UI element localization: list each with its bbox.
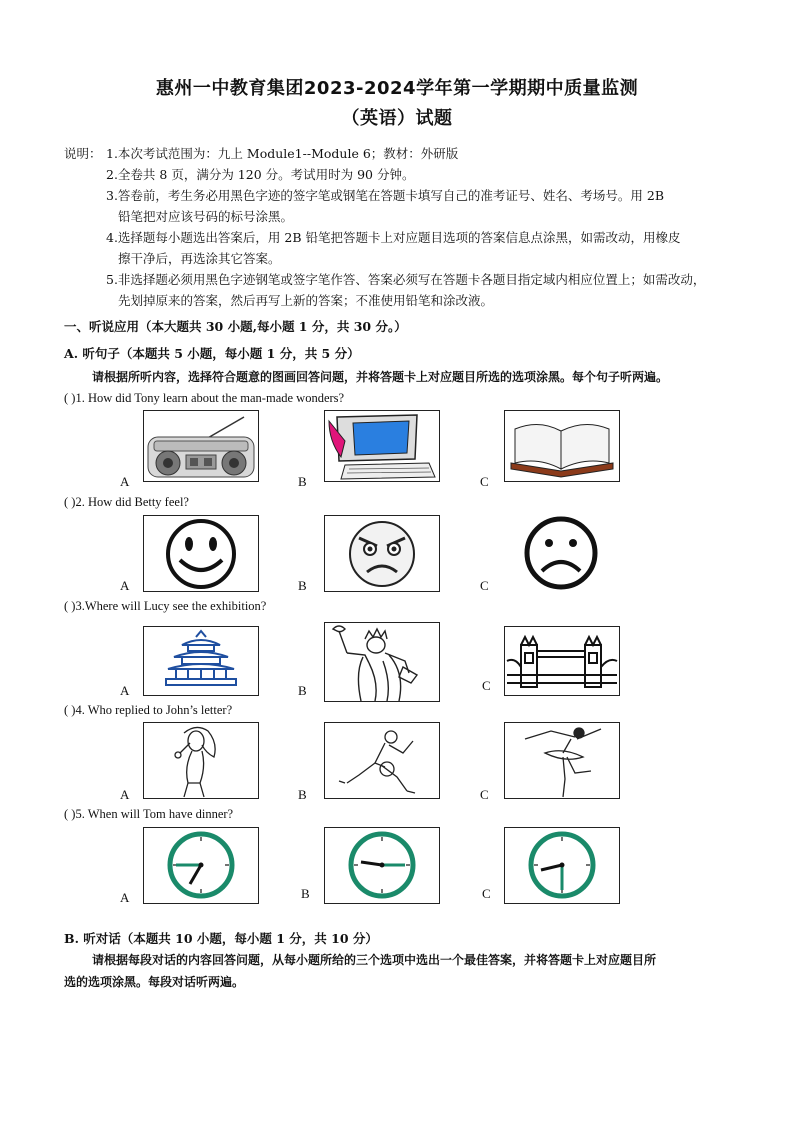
part-a-direction: 请根据所听内容，选择符合题意的图画回答问题，并将答题卡上对应题目所选的选项涂黑。每个句子听两遍。	[92, 370, 669, 384]
page-title: 惠州一中教育集团2023-2024学年第一学期期中质量监测	[155, 78, 639, 99]
option-a-label: A	[120, 683, 130, 698]
ballet-dancer-image	[504, 722, 620, 799]
statue-of-liberty-image	[324, 622, 440, 702]
computer-image	[324, 410, 440, 482]
option-c-label: C	[480, 474, 489, 489]
option-b-label: B	[298, 683, 307, 698]
instruction-line: 铅笔把对应该号码的标号涂黑。	[118, 209, 294, 224]
section-heading: 一、听说应用（本大题共 30 小题,每小题 1 分，共 30 分。）	[64, 319, 407, 334]
happy-face-image	[143, 515, 259, 592]
question-4: ( )4. Who replied to John’s letter?	[64, 703, 233, 717]
option-a-label: A	[120, 578, 130, 593]
part-a-heading: A. 听句子（本题共 5 小题，每小题 1 分，共 5 分）	[64, 346, 360, 361]
option-a-label: A	[120, 474, 130, 489]
question-1: ( )1. How did Tony learn about the man-made wonders?	[64, 391, 345, 405]
temple-of-heaven-image	[143, 626, 259, 696]
option-a-label: A	[120, 890, 130, 905]
radio-cassette-image	[143, 410, 259, 482]
question-3: ( )3.Where will Lucy see the exhibition?	[64, 599, 267, 613]
option-c-label: C	[482, 886, 491, 901]
instructions-label: 说明：	[64, 146, 102, 161]
instruction-line: 2.全卷共 8 页，满分为 120 分。考试用时为 90 分钟。	[106, 167, 415, 182]
option-b-label: B	[298, 787, 307, 802]
part-b-direction: 选的选项涂黑。每段对话听两遍。	[64, 975, 245, 989]
instruction-line: 3.答卷前，考生务必用黑色字迹的签字笔或钢笔在答题卡填写自己的准考证号、姓名、考场号。用 2B	[106, 188, 665, 203]
basketball-player-image	[324, 722, 440, 799]
instruction-line: 擦干净后，再选涂其它答案。	[118, 251, 281, 266]
singer-image	[143, 722, 259, 799]
instruction-line: 1.本次考试范围为：九上 Module1--Module 6；教材：外研版	[106, 146, 459, 161]
instruction-line: 4.选择题每小题选出答案后，用 2B 铅笔把答题卡上对应题目选项的答案信息点涂黑，如需改动，用橡皮	[106, 230, 681, 245]
option-a-label: A	[120, 787, 130, 802]
open-book-image	[504, 410, 620, 482]
option-c-label: C	[480, 787, 489, 802]
option-b-label: B	[298, 474, 307, 489]
clock-b-image	[324, 827, 440, 904]
part-b-heading: B. 听对话（本题共 10 小题，每小题 1 分，共 10 分）	[64, 931, 378, 946]
option-b-label: B	[298, 578, 307, 593]
option-b-label: B	[301, 886, 310, 901]
page-subtitle: （英语）试题	[341, 108, 453, 129]
sad-face-image	[504, 515, 618, 590]
option-c-label: C	[480, 578, 489, 593]
clock-a-image	[143, 827, 259, 904]
part-b-direction: 请根据每段对话的内容回答问题，从每小题所给的三个选项中选出一个最佳答案，并将答题卡上对应题目所	[92, 953, 657, 967]
instruction-line: 先划掉原来的答案，然后再写上新的答案；不准使用铅笔和涂改液。	[118, 293, 494, 308]
angry-face-image	[324, 515, 440, 592]
clock-c-image	[504, 827, 620, 904]
tower-bridge-image	[504, 626, 620, 696]
instruction-line: 5.非选择题必须用黑色字迹钢笔或签字笔作答、答案必须写在答题卡各题目指定域内相应位置上；如需改动，	[106, 272, 706, 287]
option-c-label: C	[482, 678, 491, 693]
question-5: ( )5. When will Tom have dinner?	[64, 807, 234, 821]
question-2: ( )2. How did Betty feel?	[64, 495, 189, 509]
